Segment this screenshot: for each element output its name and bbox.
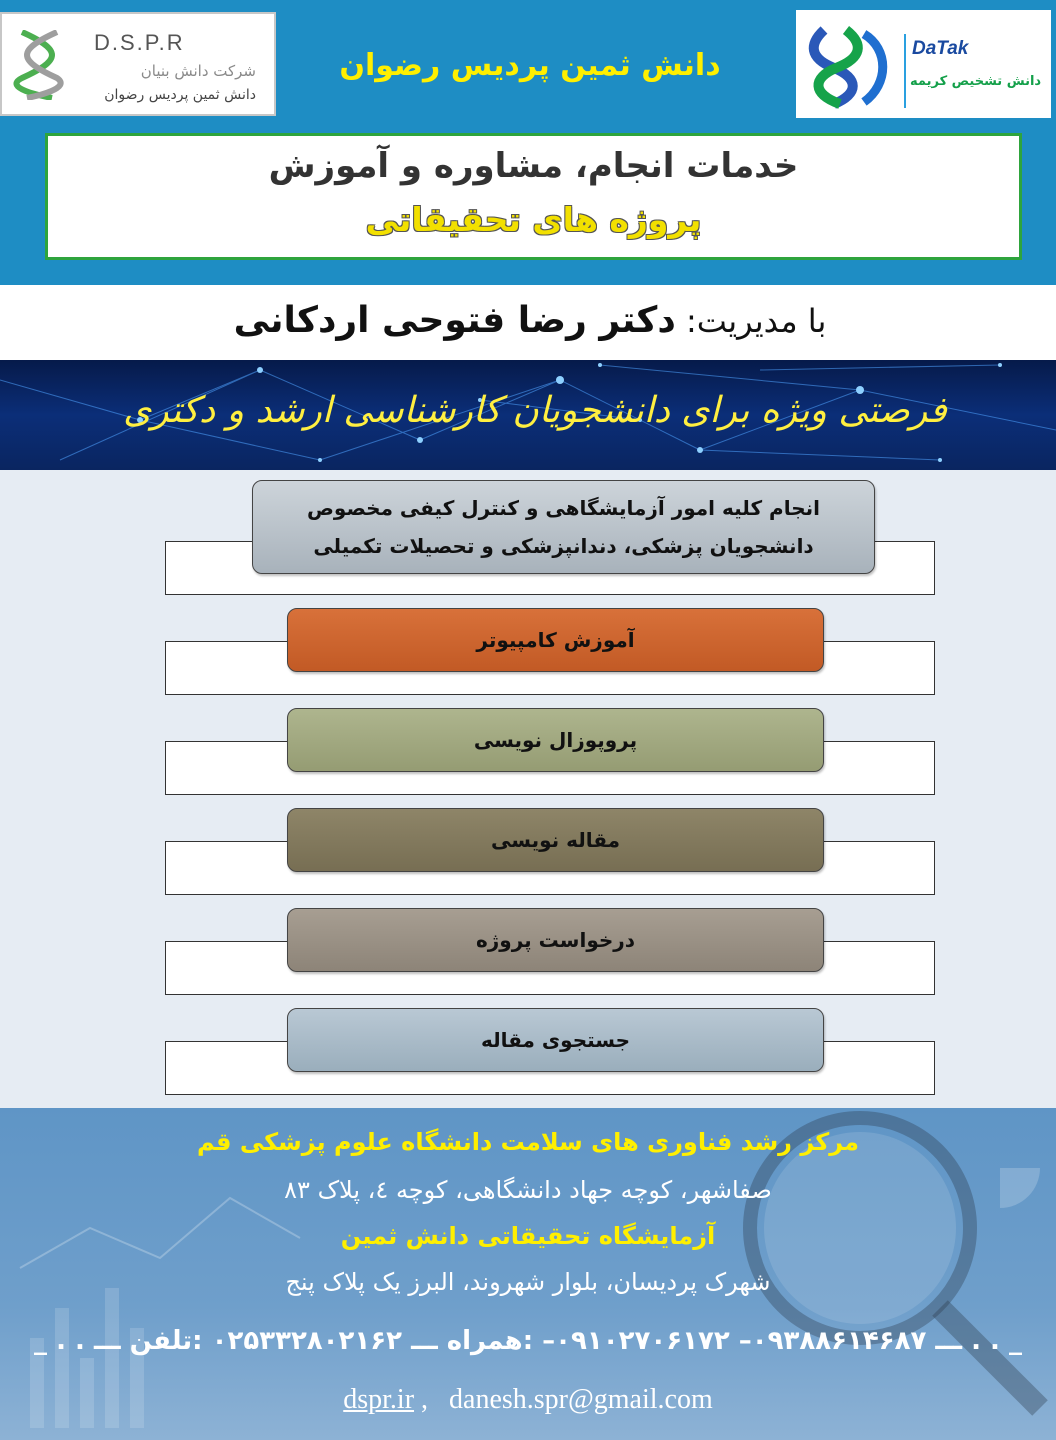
service-item-article-writing: مقاله نویسی	[287, 808, 824, 872]
logo-left-latin: D.S.P.R	[94, 30, 185, 55]
datak-logo	[796, 10, 1051, 118]
logo-right-latin: DaTak	[912, 38, 969, 59]
manager-prefix: با مدیریت:	[686, 302, 827, 340]
service-item-proposal-writing: پروپوزال نویسی	[287, 708, 824, 772]
logo-right-divider	[904, 34, 906, 108]
opportunity-banner-text: فرصتی ویژه برای دانشجویان کارشناسی ارشد و دکتری	[123, 390, 947, 431]
dna-logo-icon	[12, 30, 72, 100]
dspr-logo	[0, 12, 276, 116]
service-box	[45, 133, 1022, 260]
service-title: خدمات انجام، مشاوره و آموزش	[268, 146, 799, 186]
service-item-project-request: درخواست پروژه	[287, 908, 824, 972]
footer-address-2: شهرک پردیسان، بلوار شهروند، البرز یک پلاک پنج	[285, 1268, 771, 1296]
logo-right-line1: دانش تشخیص کریمه	[910, 74, 1042, 89]
footer-web-line	[0, 1384, 1056, 1416]
footer-phone-line: _ . . ـــ ۰۹۳۸۸۶۱۴۶۸۷– ۰۹۱۰۲۷۰۶۱۷۲– :همراه ـــ ۰۲۵۳۳۲۸۰۲۱۶۲ :تلفن ـــ . . _	[34, 1326, 1022, 1356]
logo-left-line1: شرکت دانش بنیان	[140, 62, 256, 80]
company-title: دانش ثمین پردیس رضوان	[339, 48, 721, 83]
footer-lab-name: آزمایشگاه تحقیقاتی دانش ثمین	[340, 1222, 716, 1250]
manager-line	[150, 300, 910, 341]
web-separator: ,	[421, 1384, 450, 1415]
footer-center-name: مرکز رشد فناوری های سلامت دانشگاه علوم پزشکی قم	[196, 1128, 860, 1156]
email-link[interactable]: danesh.spr@gmail.com	[449, 1384, 713, 1415]
service-item-lab: انجام کلیه امور آزمایشگاهی و کنترل کیفی مخصوص دانشجویان پزشکی، دندانپزشکی و تحصیلات تکمیلی	[252, 480, 875, 574]
service-subtitle: پروژه های تحقیقاتی	[365, 200, 702, 239]
logo-left-line2: دانش ثمین پردیس رضوان	[104, 87, 256, 103]
service-item-article-search: جستجوی مقاله	[287, 1008, 824, 1072]
datak-mark-icon	[804, 24, 894, 110]
footer-address-1: صفاشهر، کوچه جهاد دانشگاهی، کوچه ٤، پلاک ٨٣	[284, 1176, 772, 1204]
service-item-computer-training: آموزش کامپیوتر	[287, 608, 824, 672]
website-link[interactable]: dspr.ir	[343, 1384, 415, 1415]
manager-name: دکتر رضا فتوحی اردکانی	[233, 300, 676, 341]
